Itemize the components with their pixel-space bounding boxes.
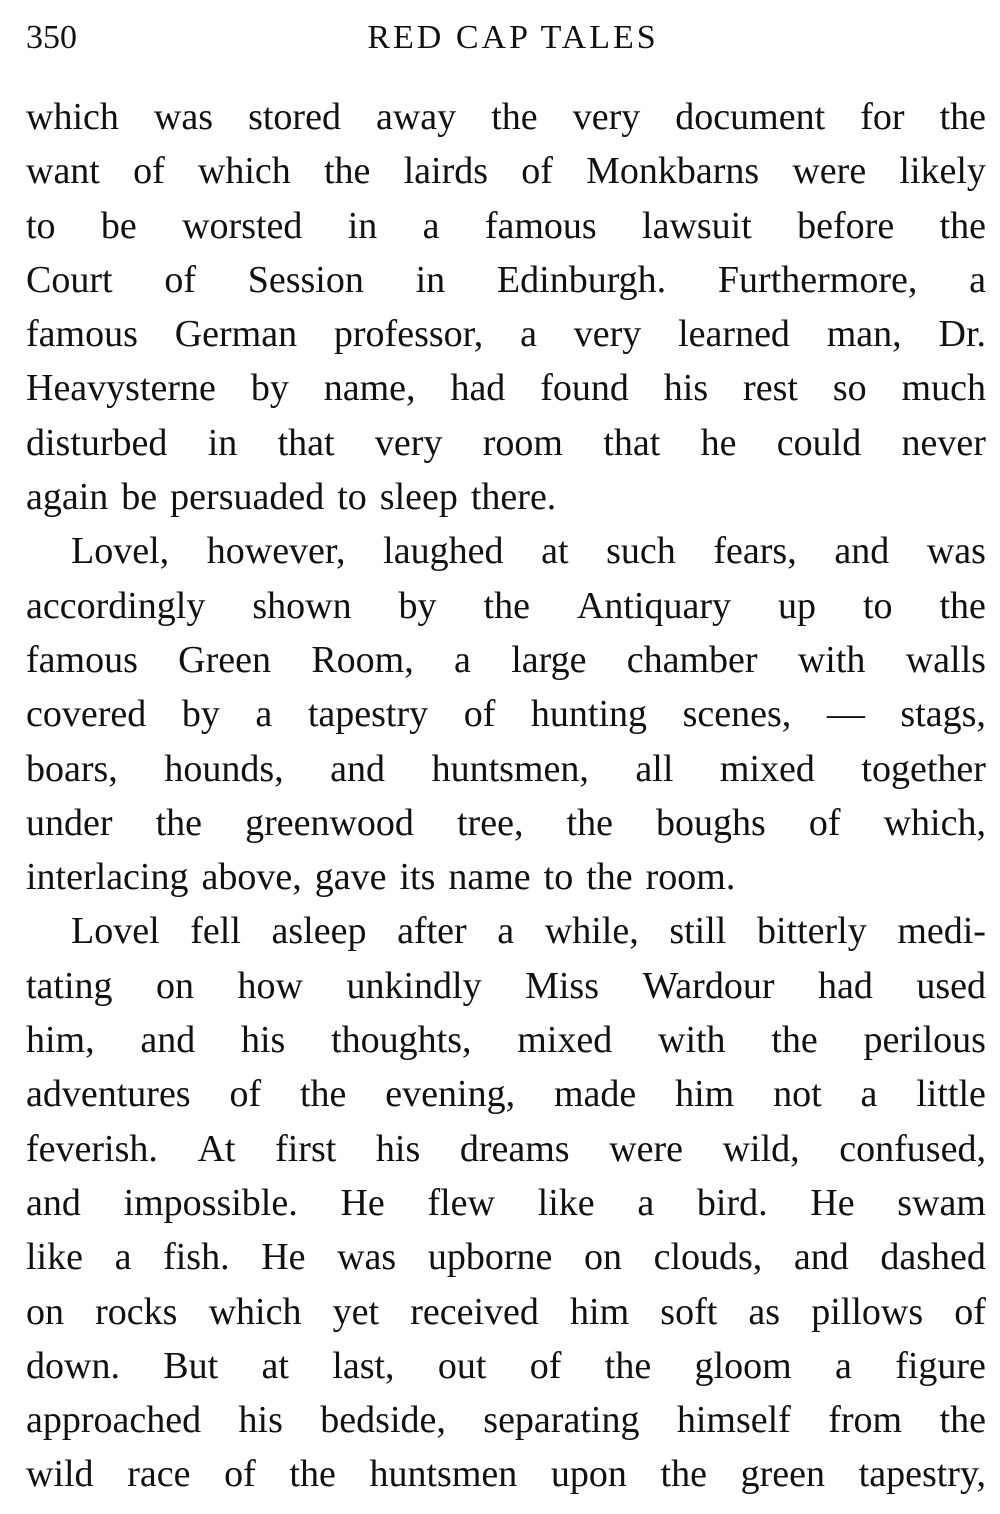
word: the bbox=[586, 856, 633, 899]
word: greenwood bbox=[245, 801, 414, 844]
word: famous bbox=[26, 313, 138, 356]
word: with bbox=[658, 1019, 726, 1062]
word: learned bbox=[678, 313, 790, 356]
word: a bbox=[114, 1236, 132, 1279]
text-line bbox=[26, 1122, 986, 1176]
text-line bbox=[26, 1176, 986, 1230]
word: used bbox=[916, 964, 986, 1007]
word: tapestry, bbox=[858, 1453, 986, 1496]
word: large bbox=[511, 638, 587, 681]
text-line bbox=[26, 144, 986, 198]
running-title: RED CAP TALES bbox=[367, 19, 659, 56]
word: Heavysterne bbox=[26, 367, 216, 410]
word: made bbox=[553, 1073, 637, 1116]
text-line bbox=[26, 524, 986, 578]
text-line bbox=[26, 90, 986, 144]
word: how bbox=[237, 964, 303, 1007]
word: his bbox=[238, 1399, 283, 1442]
word: rest bbox=[743, 367, 798, 410]
word: man, bbox=[826, 313, 902, 356]
word: very bbox=[374, 421, 443, 464]
word: last, bbox=[332, 1344, 395, 1387]
page-header bbox=[26, 14, 986, 62]
word: like bbox=[26, 1236, 83, 1279]
text-line bbox=[26, 1285, 986, 1339]
word: the bbox=[155, 801, 203, 844]
word: had bbox=[817, 964, 873, 1007]
word: huntsmen, bbox=[431, 747, 589, 790]
word: Lovel bbox=[71, 910, 160, 953]
word: was bbox=[153, 96, 214, 138]
word: He bbox=[261, 1236, 306, 1279]
word: stags, bbox=[900, 693, 986, 736]
word: first bbox=[275, 1127, 337, 1170]
word: wild, bbox=[722, 1127, 800, 1170]
word: to bbox=[862, 584, 893, 627]
text-line bbox=[26, 1067, 986, 1121]
word: were bbox=[792, 150, 867, 193]
word: Miss bbox=[525, 964, 599, 1007]
word: of bbox=[229, 1073, 262, 1116]
word: him, bbox=[26, 1019, 95, 1062]
word: Antiquary bbox=[576, 584, 731, 627]
word: above, bbox=[201, 856, 302, 899]
word: was bbox=[926, 530, 986, 573]
word: up bbox=[777, 584, 816, 627]
word: fears, bbox=[713, 530, 797, 573]
text-line bbox=[26, 687, 986, 741]
text-line bbox=[26, 361, 986, 415]
word: a bbox=[520, 313, 537, 356]
word: name bbox=[448, 856, 531, 899]
word: German bbox=[174, 313, 298, 356]
paragraph bbox=[26, 904, 986, 1501]
word: tree, bbox=[457, 801, 524, 844]
word: professor, bbox=[333, 313, 484, 356]
word: Dr. bbox=[938, 313, 986, 356]
word: which, bbox=[883, 801, 986, 844]
word: a bbox=[969, 258, 986, 301]
word: however, bbox=[206, 530, 346, 573]
word: that bbox=[277, 421, 335, 464]
word: fell bbox=[190, 910, 241, 953]
word: of bbox=[521, 150, 553, 193]
word: a bbox=[422, 204, 440, 247]
word: scenes, bbox=[682, 693, 792, 736]
word: on bbox=[156, 964, 195, 1007]
text-line bbox=[26, 416, 986, 470]
word: him bbox=[675, 1073, 735, 1116]
word: in bbox=[415, 258, 446, 301]
word: away bbox=[376, 96, 457, 138]
word: He bbox=[340, 1181, 385, 1224]
word: unkindly bbox=[346, 964, 482, 1007]
word: very bbox=[572, 96, 641, 138]
word: Session bbox=[247, 258, 364, 301]
word: be bbox=[121, 476, 158, 519]
word: with bbox=[797, 638, 866, 681]
word: feverish. bbox=[26, 1127, 158, 1170]
word: He bbox=[810, 1181, 855, 1224]
word: laughed bbox=[383, 530, 504, 573]
word: Court bbox=[26, 258, 113, 301]
word: of bbox=[224, 1453, 256, 1496]
word: the bbox=[939, 96, 986, 138]
word: room. bbox=[645, 856, 736, 899]
word: very bbox=[573, 313, 642, 356]
word: worsted bbox=[182, 204, 303, 247]
word: such bbox=[606, 530, 676, 573]
word: boars, bbox=[26, 747, 118, 790]
word: asleep bbox=[271, 910, 367, 953]
word: of bbox=[529, 1344, 562, 1387]
word: Green bbox=[178, 638, 272, 681]
word: wild bbox=[26, 1453, 94, 1496]
word: perilous bbox=[863, 1019, 986, 1062]
word: on bbox=[26, 1290, 64, 1333]
word: at bbox=[541, 530, 569, 573]
word: the bbox=[660, 1453, 707, 1496]
word: his bbox=[375, 1127, 421, 1170]
word: upborne bbox=[427, 1236, 553, 1279]
word: tating bbox=[26, 964, 113, 1007]
word: the bbox=[566, 801, 613, 844]
word: gave bbox=[314, 856, 387, 899]
word: were bbox=[609, 1127, 684, 1170]
word: a bbox=[637, 1181, 655, 1224]
word: walls bbox=[905, 638, 986, 681]
word: the bbox=[771, 1019, 818, 1062]
text-line bbox=[26, 579, 986, 633]
word: likely bbox=[899, 150, 986, 193]
word: again bbox=[26, 476, 109, 519]
word: so bbox=[832, 367, 867, 410]
word: a bbox=[860, 1073, 878, 1116]
word: in bbox=[347, 204, 378, 247]
word: never bbox=[901, 421, 986, 464]
word: pillows bbox=[811, 1290, 924, 1333]
text-line bbox=[26, 850, 986, 904]
word: swam bbox=[897, 1181, 986, 1224]
word: while, bbox=[544, 910, 639, 953]
word: a bbox=[255, 693, 273, 736]
word: sleep bbox=[379, 476, 458, 519]
word: not bbox=[773, 1073, 822, 1116]
word: race bbox=[127, 1453, 191, 1496]
word: the bbox=[289, 1453, 336, 1496]
word: himself bbox=[676, 1399, 791, 1442]
word: be bbox=[100, 204, 137, 247]
word: by bbox=[181, 693, 220, 736]
word: mixed bbox=[517, 1019, 613, 1062]
word: But bbox=[163, 1344, 219, 1387]
word: to bbox=[337, 476, 367, 519]
word: of bbox=[463, 693, 496, 736]
word: the bbox=[491, 96, 538, 138]
word: shown bbox=[252, 584, 352, 627]
word: was bbox=[337, 1236, 397, 1279]
paragraph bbox=[26, 524, 986, 904]
word: At bbox=[197, 1127, 236, 1170]
word: Edinburgh. bbox=[496, 258, 667, 301]
word: Lovel, bbox=[71, 530, 170, 573]
text-line bbox=[26, 1013, 986, 1067]
word: little bbox=[916, 1073, 986, 1116]
word: covered bbox=[26, 693, 147, 736]
word: like bbox=[537, 1181, 595, 1224]
word: name, bbox=[323, 367, 416, 410]
word: thoughts, bbox=[331, 1019, 472, 1062]
word: there. bbox=[470, 476, 557, 519]
word: and bbox=[834, 530, 890, 573]
word: dreams bbox=[459, 1127, 570, 1170]
text-line bbox=[26, 796, 986, 850]
word: lairds bbox=[403, 150, 489, 193]
word: famous bbox=[26, 638, 138, 681]
word: of bbox=[954, 1290, 986, 1333]
word: huntsmen bbox=[369, 1453, 518, 1496]
word: to bbox=[543, 856, 574, 899]
word: which bbox=[197, 150, 291, 193]
word: and bbox=[140, 1019, 196, 1062]
word: hunting bbox=[530, 693, 648, 736]
word: could bbox=[776, 421, 862, 464]
word: before bbox=[797, 204, 895, 247]
paragraph bbox=[26, 90, 986, 524]
word: of bbox=[133, 150, 165, 193]
word: chamber bbox=[626, 638, 758, 681]
word: interlacing bbox=[26, 856, 189, 899]
word: confused, bbox=[839, 1127, 986, 1170]
word: which bbox=[26, 96, 119, 138]
word: the bbox=[604, 1344, 652, 1387]
word: the bbox=[939, 584, 986, 627]
word: together bbox=[861, 747, 986, 790]
word: upon bbox=[550, 1453, 627, 1496]
word: Furthermore, bbox=[717, 258, 918, 301]
word: the bbox=[483, 584, 530, 627]
word: the bbox=[939, 204, 986, 247]
word: at bbox=[261, 1344, 289, 1387]
word: a bbox=[497, 910, 515, 953]
word: famous bbox=[484, 204, 597, 247]
word: a bbox=[454, 638, 471, 681]
word: in bbox=[207, 421, 238, 464]
word: had bbox=[450, 367, 506, 410]
word: that bbox=[603, 421, 661, 464]
body-text bbox=[26, 90, 986, 1502]
text-line bbox=[26, 307, 986, 361]
word: adventures bbox=[26, 1073, 191, 1116]
word: to bbox=[26, 204, 56, 247]
word: boughs bbox=[656, 801, 766, 844]
word: Monkbarns bbox=[586, 150, 760, 193]
page-number: 350 bbox=[26, 19, 77, 56]
text-line bbox=[26, 1339, 986, 1393]
text-line bbox=[26, 633, 986, 687]
word: the bbox=[299, 1073, 347, 1116]
word: all bbox=[635, 747, 674, 790]
word: and bbox=[26, 1181, 81, 1224]
word: hounds, bbox=[164, 747, 284, 790]
word: medi- bbox=[897, 910, 986, 953]
word: Room, bbox=[311, 638, 414, 681]
word: separating bbox=[483, 1399, 640, 1442]
word: stored bbox=[248, 96, 341, 138]
text-line bbox=[26, 1447, 986, 1501]
word: document bbox=[675, 96, 826, 138]
word: his bbox=[241, 1019, 286, 1062]
word: by bbox=[250, 367, 289, 410]
text-line bbox=[26, 959, 986, 1013]
word: and bbox=[330, 747, 386, 790]
word: down. bbox=[26, 1344, 120, 1387]
word: a bbox=[834, 1344, 852, 1387]
word: by bbox=[398, 584, 437, 627]
text-line bbox=[26, 470, 986, 524]
word: flew bbox=[427, 1181, 495, 1224]
word: disturbed bbox=[26, 421, 168, 464]
word: dashed bbox=[880, 1236, 986, 1279]
word: of bbox=[164, 258, 196, 301]
text-line bbox=[26, 742, 986, 796]
word: approached bbox=[26, 1399, 202, 1442]
word: much bbox=[901, 367, 986, 410]
word: bitterly bbox=[756, 910, 867, 953]
word: under bbox=[26, 801, 113, 844]
word: of bbox=[808, 801, 841, 844]
word: lawsuit bbox=[642, 204, 752, 247]
word: bedside, bbox=[320, 1399, 446, 1442]
word: on bbox=[583, 1236, 622, 1279]
word: accordingly bbox=[26, 584, 206, 627]
word: found bbox=[540, 367, 629, 410]
word: yet bbox=[332, 1290, 380, 1333]
word: bird. bbox=[696, 1181, 768, 1224]
word: fish. bbox=[163, 1236, 230, 1279]
word: — bbox=[826, 693, 865, 736]
word: for bbox=[860, 96, 905, 138]
word: the bbox=[323, 150, 371, 193]
text-line bbox=[26, 253, 986, 307]
word: he bbox=[700, 421, 737, 464]
word: evening, bbox=[385, 1073, 516, 1116]
text-line bbox=[26, 904, 986, 958]
word: rocks bbox=[95, 1290, 178, 1333]
text-line bbox=[26, 1393, 986, 1447]
text-line bbox=[26, 1230, 986, 1284]
word: the bbox=[939, 1399, 986, 1442]
word: his bbox=[663, 367, 709, 410]
word: soft bbox=[660, 1290, 718, 1333]
word: received bbox=[410, 1290, 539, 1333]
word: clouds, bbox=[653, 1236, 763, 1279]
word: which bbox=[208, 1290, 302, 1333]
word: him bbox=[570, 1290, 630, 1333]
text-line bbox=[26, 199, 986, 253]
word: green bbox=[740, 1453, 826, 1496]
word: impossible. bbox=[123, 1181, 298, 1224]
word: figure bbox=[895, 1344, 986, 1387]
word: persuaded bbox=[170, 476, 325, 519]
word: its bbox=[399, 856, 436, 899]
word: still bbox=[669, 910, 727, 953]
word: want bbox=[26, 150, 100, 193]
word: tapestry bbox=[307, 693, 429, 736]
word: gloom bbox=[694, 1344, 792, 1387]
word: mixed bbox=[719, 747, 815, 790]
word: Wardour bbox=[642, 964, 775, 1007]
word: after bbox=[397, 910, 467, 953]
word: room bbox=[482, 421, 563, 464]
word: as bbox=[748, 1290, 781, 1333]
word: from bbox=[828, 1399, 903, 1442]
word: and bbox=[793, 1236, 849, 1279]
word: out bbox=[437, 1344, 487, 1387]
